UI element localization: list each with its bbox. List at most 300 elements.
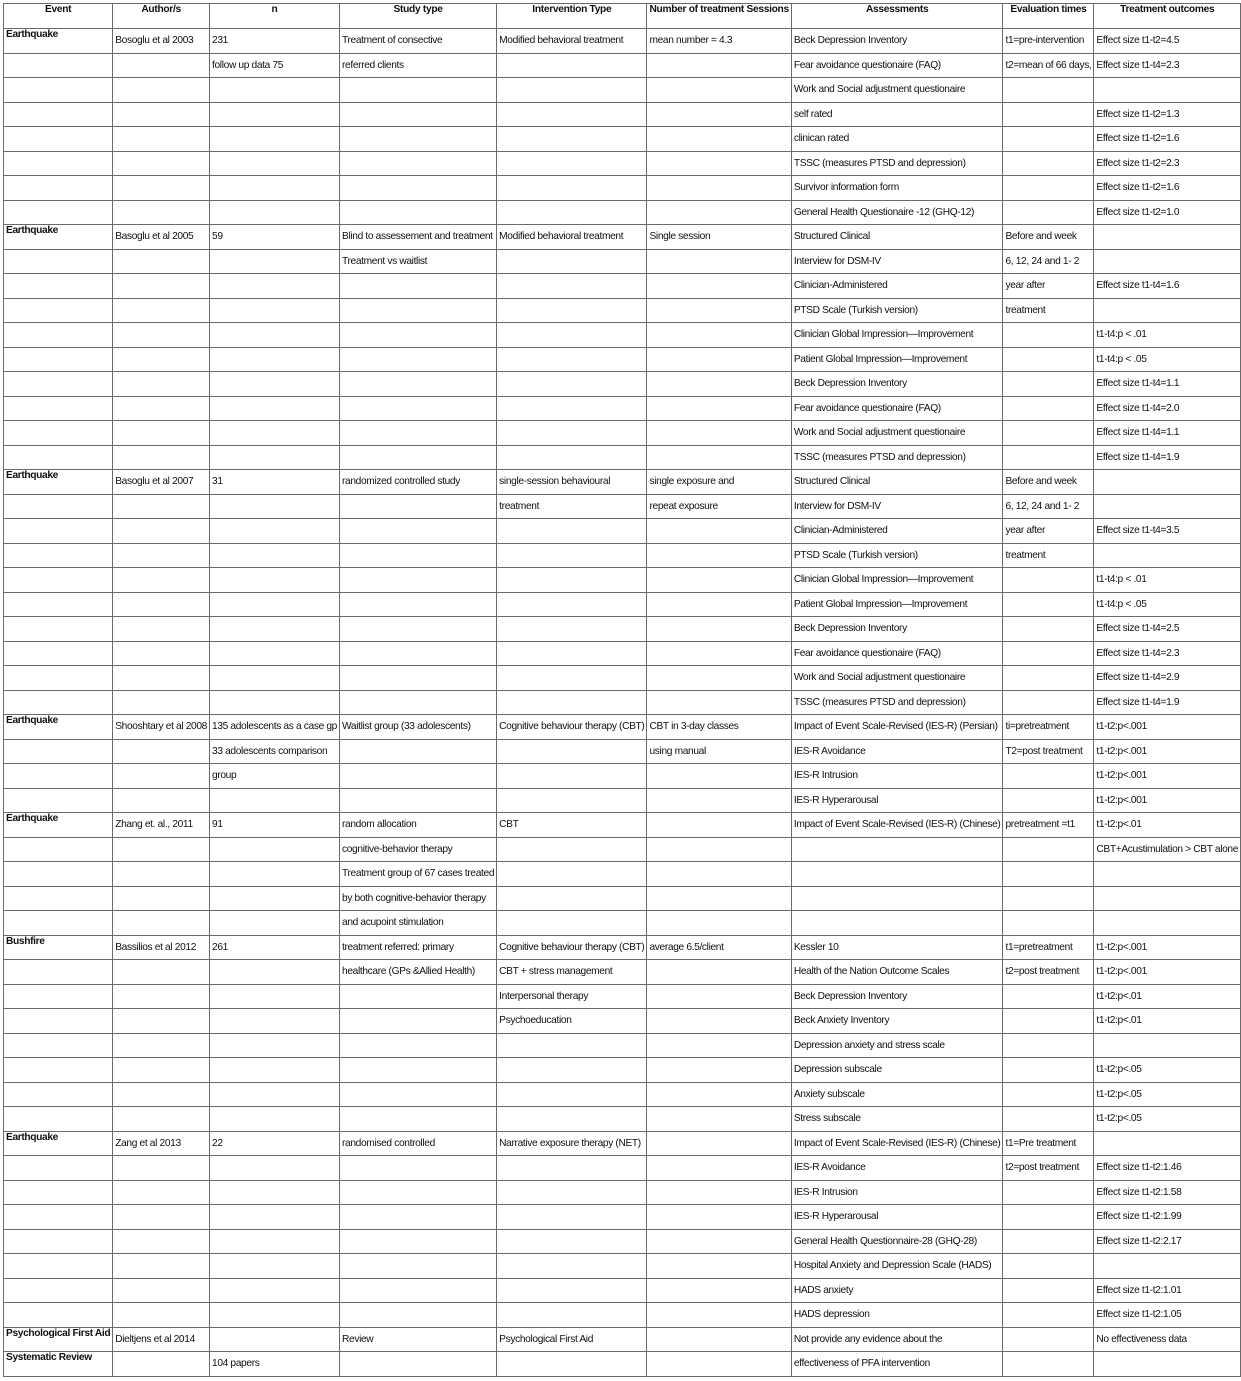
cell-intervention-type xyxy=(497,53,647,78)
cell-authors xyxy=(113,102,210,127)
cell-intervention-type: Psychological First Aid xyxy=(497,1327,647,1352)
cell-evaluation-time: t2=mean of 66 days, xyxy=(1003,53,1094,78)
cell-authors xyxy=(113,568,210,593)
cell-outcome: t1-t4:p < .01 xyxy=(1094,323,1241,348)
table-row xyxy=(4,176,1241,201)
cell-sessions xyxy=(647,249,791,274)
cell-n xyxy=(210,1009,340,1034)
cell-authors xyxy=(113,788,210,813)
cell-study-type xyxy=(340,617,497,642)
cell-intervention-type xyxy=(497,176,647,201)
cell-assessment: Not provide any evidence about the xyxy=(791,1327,1003,1352)
table-row xyxy=(4,715,1241,740)
cell-outcome: Effect size t1-t2:1.58 xyxy=(1094,1180,1241,1205)
cell-authors xyxy=(113,1058,210,1083)
cell-study-type xyxy=(340,274,497,299)
cell-event xyxy=(4,886,113,911)
table-row xyxy=(4,1303,1241,1328)
cell-outcome: Effect size t1-t4=2.0 xyxy=(1094,396,1241,421)
cell-evaluation-time: year after xyxy=(1003,274,1094,299)
cell-intervention-type: Cognitive behaviour therapy (CBT) xyxy=(497,715,647,740)
cell-sessions xyxy=(647,1107,791,1132)
cell-event xyxy=(4,1082,113,1107)
cell-outcome: Effect size t1-t2:1.99 xyxy=(1094,1205,1241,1230)
cell-study-type xyxy=(340,666,497,691)
cell-n xyxy=(210,372,340,397)
cell-sessions xyxy=(647,1082,791,1107)
cell-study-type xyxy=(340,1156,497,1181)
cell-authors: Dieltjens et al 2014 xyxy=(113,1327,210,1352)
cell-evaluation-time xyxy=(1003,102,1094,127)
cell-assessment: IES-R Avoidance xyxy=(791,739,1003,764)
cell-intervention-type xyxy=(497,911,647,936)
cell-authors xyxy=(113,396,210,421)
cell-sessions: Single session xyxy=(647,225,791,250)
cell-outcome: t1-t2:p<.001 xyxy=(1094,715,1241,740)
cell-authors xyxy=(113,127,210,152)
cell-evaluation-time xyxy=(1003,445,1094,470)
cell-sessions xyxy=(647,1205,791,1230)
cell-authors xyxy=(113,445,210,470)
table-row xyxy=(4,494,1241,519)
cell-evaluation-time xyxy=(1003,127,1094,152)
cell-n: 135 adolescents as a case gp xyxy=(210,715,340,740)
cell-event xyxy=(4,1107,113,1132)
cell-n: 33 adolescents comparison xyxy=(210,739,340,764)
table-row xyxy=(4,421,1241,446)
cell-outcome: Effect size t1-t4=1.9 xyxy=(1094,445,1241,470)
cell-sessions xyxy=(647,421,791,446)
cell-assessment: self rated xyxy=(791,102,1003,127)
cell-outcome: Effect size t1-t4=2.3 xyxy=(1094,53,1241,78)
cell-intervention-type xyxy=(497,837,647,862)
cell-outcome: Effect size t1-t2=1.3 xyxy=(1094,102,1241,127)
table-row xyxy=(4,1327,1241,1352)
cell-study-type: Treatment group of 67 cases treated xyxy=(340,862,497,887)
cell-n xyxy=(210,274,340,299)
cell-study-type xyxy=(340,494,497,519)
table-row xyxy=(4,813,1241,838)
table-row xyxy=(4,666,1241,691)
cell-authors xyxy=(113,886,210,911)
cell-study-type xyxy=(340,1058,497,1083)
cell-evaluation-time: treatment xyxy=(1003,543,1094,568)
cell-sessions xyxy=(647,1303,791,1328)
cell-study-type xyxy=(340,1033,497,1058)
cell-study-type xyxy=(340,323,497,348)
cell-study-type xyxy=(340,200,497,225)
table-row xyxy=(4,764,1241,789)
cell-intervention-type xyxy=(497,445,647,470)
cell-assessment: Anxiety subscale xyxy=(791,1082,1003,1107)
cell-sessions xyxy=(647,127,791,152)
cell-intervention-type xyxy=(497,1180,647,1205)
cell-outcome: No effectiveness data xyxy=(1094,1327,1241,1352)
cell-assessment xyxy=(791,886,1003,911)
cell-outcome: t1-t2:p<.001 xyxy=(1094,764,1241,789)
cell-event xyxy=(4,788,113,813)
cell-study-type xyxy=(340,568,497,593)
cell-outcome xyxy=(1094,543,1241,568)
cell-evaluation-time: Before and week xyxy=(1003,225,1094,250)
cell-study-type xyxy=(340,78,497,103)
cell-sessions xyxy=(647,1009,791,1034)
cell-outcome xyxy=(1094,911,1241,936)
cell-study-type: Treatment of consective xyxy=(340,29,497,54)
cell-sessions xyxy=(647,1131,791,1156)
cell-evaluation-time xyxy=(1003,764,1094,789)
cell-n xyxy=(210,396,340,421)
header-study-type: Study type xyxy=(340,4,497,29)
cell-study-type xyxy=(340,1107,497,1132)
cell-evaluation-time: 6, 12, 24 and 1- 2 xyxy=(1003,494,1094,519)
cell-assessment: Fear avoidance questionaire (FAQ) xyxy=(791,396,1003,421)
cell-n xyxy=(210,911,340,936)
cell-outcome: t1-t2:p<.05 xyxy=(1094,1058,1241,1083)
cell-event xyxy=(4,1058,113,1083)
cell-intervention-type xyxy=(497,666,647,691)
cell-outcome: Effect size t1-t2=1.6 xyxy=(1094,176,1241,201)
outcomes-table xyxy=(3,3,1241,1377)
cell-assessment: Patient Global Impression—Improvement xyxy=(791,347,1003,372)
cell-sessions xyxy=(647,1058,791,1083)
cell-evaluation-time xyxy=(1003,421,1094,446)
cell-authors xyxy=(113,200,210,225)
cell-n xyxy=(210,151,340,176)
cell-authors xyxy=(113,151,210,176)
table-row xyxy=(4,1278,1241,1303)
cell-outcome: t1-t2:p<.01 xyxy=(1094,1009,1241,1034)
cell-evaluation-time xyxy=(1003,1352,1094,1377)
cell-sessions xyxy=(647,176,791,201)
cell-authors xyxy=(113,1229,210,1254)
cell-evaluation-time xyxy=(1003,176,1094,201)
cell-evaluation-time xyxy=(1003,151,1094,176)
cell-authors xyxy=(113,1082,210,1107)
cell-evaluation-time xyxy=(1003,1107,1094,1132)
cell-evaluation-time: Before and week xyxy=(1003,470,1094,495)
cell-assessment: Work and Social adjustment questionaire xyxy=(791,78,1003,103)
cell-sessions: average 6.5/client xyxy=(647,935,791,960)
cell-study-type xyxy=(340,1278,497,1303)
cell-n: 104 papers xyxy=(210,1352,340,1377)
cell-sessions xyxy=(647,1327,791,1352)
cell-evaluation-time xyxy=(1003,641,1094,666)
cell-assessment xyxy=(791,911,1003,936)
cell-sessions: mean number = 4.3 xyxy=(647,29,791,54)
cell-event xyxy=(4,1303,113,1328)
cell-sessions xyxy=(647,102,791,127)
cell-assessment: IES-R Intrusion xyxy=(791,1180,1003,1205)
cell-study-type xyxy=(340,445,497,470)
cell-n xyxy=(210,960,340,985)
cell-evaluation-time xyxy=(1003,1058,1094,1083)
cell-authors xyxy=(113,53,210,78)
cell-intervention-type xyxy=(497,1205,647,1230)
table-row xyxy=(4,372,1241,397)
cell-intervention-type: Narrative exposure therapy (NET) xyxy=(497,1131,647,1156)
cell-sessions xyxy=(647,1033,791,1058)
cell-intervention-type: single-session behavioural xyxy=(497,470,647,495)
cell-outcome: Effect size t1-t4=1.1 xyxy=(1094,421,1241,446)
cell-n xyxy=(210,1058,340,1083)
cell-intervention-type: CBT + stress management xyxy=(497,960,647,985)
cell-intervention-type xyxy=(497,617,647,642)
cell-sessions xyxy=(647,372,791,397)
cell-evaluation-time: t2=post treatment xyxy=(1003,960,1094,985)
cell-event xyxy=(4,837,113,862)
cell-authors: Zhang et. al., 2011 xyxy=(113,813,210,838)
cell-authors xyxy=(113,666,210,691)
cell-authors xyxy=(113,592,210,617)
cell-event xyxy=(4,421,113,446)
cell-evaluation-time xyxy=(1003,690,1094,715)
cell-event: Earthquake xyxy=(4,29,113,54)
cell-n: 31 xyxy=(210,470,340,495)
cell-evaluation-time xyxy=(1003,200,1094,225)
cell-event xyxy=(4,372,113,397)
table-body xyxy=(4,29,1241,1377)
cell-sessions xyxy=(647,837,791,862)
cell-evaluation-time xyxy=(1003,837,1094,862)
cell-outcome: t1-t2:p<.01 xyxy=(1094,813,1241,838)
cell-authors xyxy=(113,1107,210,1132)
cell-outcome xyxy=(1094,298,1241,323)
cell-intervention-type xyxy=(497,151,647,176)
cell-assessment: Clinician-Administered xyxy=(791,274,1003,299)
cell-assessment: PTSD Scale (Turkish version) xyxy=(791,543,1003,568)
cell-study-type xyxy=(340,519,497,544)
cell-outcome: Effect size t1-t2:1.05 xyxy=(1094,1303,1241,1328)
cell-sessions xyxy=(647,666,791,691)
cell-n xyxy=(210,592,340,617)
cell-intervention-type xyxy=(497,249,647,274)
cell-authors: Basoglu et al 2005 xyxy=(113,225,210,250)
cell-assessment: Survivor information form xyxy=(791,176,1003,201)
cell-study-type xyxy=(340,690,497,715)
cell-study-type xyxy=(340,176,497,201)
cell-event xyxy=(4,176,113,201)
cell-study-type xyxy=(340,372,497,397)
cell-n xyxy=(210,1082,340,1107)
cell-n: group xyxy=(210,764,340,789)
cell-study-type xyxy=(340,543,497,568)
cell-n xyxy=(210,617,340,642)
cell-authors xyxy=(113,298,210,323)
cell-event xyxy=(4,1205,113,1230)
cell-sessions xyxy=(647,886,791,911)
cell-event xyxy=(4,1156,113,1181)
cell-assessment: TSSC (measures PTSD and depression) xyxy=(791,690,1003,715)
cell-event xyxy=(4,1278,113,1303)
cell-n xyxy=(210,1327,340,1352)
cell-authors xyxy=(113,617,210,642)
table-row xyxy=(4,1033,1241,1058)
cell-study-type: randomized controlled study xyxy=(340,470,497,495)
cell-study-type: cognitive-behavior therapy xyxy=(340,837,497,862)
table-row xyxy=(4,78,1241,103)
cell-outcome xyxy=(1094,249,1241,274)
cell-event xyxy=(4,494,113,519)
table-row xyxy=(4,1352,1241,1377)
cell-study-type xyxy=(340,592,497,617)
table-row xyxy=(4,1082,1241,1107)
table-row xyxy=(4,1107,1241,1132)
cell-n xyxy=(210,127,340,152)
cell-authors xyxy=(113,690,210,715)
cell-intervention-type xyxy=(497,690,647,715)
header-assessments: Assessments xyxy=(791,4,1003,29)
table-row xyxy=(4,1254,1241,1279)
cell-intervention-type: Modified behavioral treatment xyxy=(497,29,647,54)
table-row xyxy=(4,151,1241,176)
cell-authors xyxy=(113,176,210,201)
cell-n xyxy=(210,788,340,813)
cell-assessment: Impact of Event Scale-Revised (IES-R) (Chinese) xyxy=(791,1131,1003,1156)
cell-authors xyxy=(113,421,210,446)
cell-study-type xyxy=(340,764,497,789)
cell-evaluation-time xyxy=(1003,592,1094,617)
cell-assessment: Fear avoidance questionaire (FAQ) xyxy=(791,641,1003,666)
cell-assessment: Beck Depression Inventory xyxy=(791,29,1003,54)
cell-n xyxy=(210,1254,340,1279)
cell-evaluation-time: treatment xyxy=(1003,298,1094,323)
cell-assessment: Clinician-Administered xyxy=(791,519,1003,544)
cell-study-type: treatment referred: primary xyxy=(340,935,497,960)
cell-intervention-type xyxy=(497,641,647,666)
cell-evaluation-time xyxy=(1003,1205,1094,1230)
cell-authors xyxy=(113,274,210,299)
cell-event xyxy=(4,960,113,985)
cell-evaluation-time xyxy=(1003,862,1094,887)
cell-assessment: Clinician Global Impression—Improvement xyxy=(791,568,1003,593)
cell-study-type: referred clients xyxy=(340,53,497,78)
table-row xyxy=(4,1205,1241,1230)
cell-n xyxy=(210,249,340,274)
cell-n xyxy=(210,1156,340,1181)
cell-outcome: t1-t2:p<.001 xyxy=(1094,739,1241,764)
cell-sessions xyxy=(647,543,791,568)
cell-intervention-type xyxy=(497,568,647,593)
cell-event: Earthquake xyxy=(4,813,113,838)
cell-evaluation-time xyxy=(1003,1082,1094,1107)
cell-evaluation-time xyxy=(1003,788,1094,813)
cell-outcome: Effect size t1-t2=4.5 xyxy=(1094,29,1241,54)
cell-intervention-type xyxy=(497,862,647,887)
cell-intervention-type xyxy=(497,274,647,299)
cell-evaluation-time: ti=pretreatment xyxy=(1003,715,1094,740)
cell-outcome xyxy=(1094,494,1241,519)
cell-outcome: t1-t2:p<.001 xyxy=(1094,788,1241,813)
cell-authors: Zang et al 2013 xyxy=(113,1131,210,1156)
cell-authors: Shooshtary et al 2008 xyxy=(113,715,210,740)
cell-assessment: Kessler 10 xyxy=(791,935,1003,960)
cell-study-type xyxy=(340,1205,497,1230)
cell-outcome: Effect size t1-t4=1.1 xyxy=(1094,372,1241,397)
cell-event xyxy=(4,568,113,593)
table-row xyxy=(4,53,1241,78)
cell-event xyxy=(4,617,113,642)
cell-authors xyxy=(113,911,210,936)
cell-outcome: Effect size t1-t2=2.3 xyxy=(1094,151,1241,176)
cell-event xyxy=(4,127,113,152)
header-row xyxy=(4,4,1241,29)
cell-event xyxy=(4,984,113,1009)
table-row xyxy=(4,543,1241,568)
cell-outcome xyxy=(1094,1254,1241,1279)
cell-sessions xyxy=(647,984,791,1009)
cell-assessment: Work and Social adjustment questionaire xyxy=(791,421,1003,446)
cell-n xyxy=(210,1107,340,1132)
cell-study-type xyxy=(340,1303,497,1328)
cell-event xyxy=(4,592,113,617)
cell-sessions xyxy=(647,519,791,544)
cell-sessions xyxy=(647,1352,791,1377)
cell-event xyxy=(4,690,113,715)
cell-evaluation-time xyxy=(1003,568,1094,593)
cell-authors xyxy=(113,1180,210,1205)
cell-intervention-type: treatment xyxy=(497,494,647,519)
cell-evaluation-time xyxy=(1003,1303,1094,1328)
cell-study-type xyxy=(340,421,497,446)
cell-study-type: healthcare (GPs &Allied Health) xyxy=(340,960,497,985)
cell-n xyxy=(210,445,340,470)
cell-assessment: General Health Questionaire -12 (GHQ-12) xyxy=(791,200,1003,225)
cell-assessment: Hospital Anxiety and Depression Scale (HADS) xyxy=(791,1254,1003,1279)
table-row xyxy=(4,298,1241,323)
cell-outcome: t1-t2:p<.01 xyxy=(1094,984,1241,1009)
cell-authors: Bosoglu et al 2003 xyxy=(113,29,210,54)
cell-event xyxy=(4,78,113,103)
cell-intervention-type: Modified behavioral treatment xyxy=(497,225,647,250)
table-row xyxy=(4,1156,1241,1181)
cell-event xyxy=(4,764,113,789)
table-row xyxy=(4,225,1241,250)
cell-sessions: single exposure and xyxy=(647,470,791,495)
table-row xyxy=(4,568,1241,593)
cell-study-type xyxy=(340,1082,497,1107)
table-row xyxy=(4,323,1241,348)
cell-n xyxy=(210,1180,340,1205)
cell-outcome xyxy=(1094,470,1241,495)
cell-authors xyxy=(113,494,210,519)
header-intervention-type: Intervention Type xyxy=(497,4,647,29)
cell-intervention-type xyxy=(497,1352,647,1377)
cell-assessment: Stress subscale xyxy=(791,1107,1003,1132)
cell-outcome: t1-t2:p<.05 xyxy=(1094,1107,1241,1132)
cell-study-type xyxy=(340,127,497,152)
cell-intervention-type xyxy=(497,347,647,372)
cell-evaluation-time: pretreatment =t1 xyxy=(1003,813,1094,838)
cell-sessions xyxy=(647,862,791,887)
cell-study-type xyxy=(340,1180,497,1205)
cell-assessment: General Health Questionnaire-28 (GHQ-28) xyxy=(791,1229,1003,1254)
cell-outcome: Effect size t1-t2=1.0 xyxy=(1094,200,1241,225)
cell-intervention-type: Cognitive behaviour therapy (CBT) xyxy=(497,935,647,960)
cell-intervention-type xyxy=(497,1107,647,1132)
cell-event xyxy=(4,739,113,764)
header-authors: Author/s xyxy=(113,4,210,29)
table-row xyxy=(4,347,1241,372)
cell-sessions: using manual xyxy=(647,739,791,764)
cell-event xyxy=(4,249,113,274)
cell-sessions xyxy=(647,323,791,348)
cell-assessment: IES-R Intrusion xyxy=(791,764,1003,789)
cell-event: Bushfire xyxy=(4,935,113,960)
cell-event xyxy=(4,323,113,348)
header-n: n xyxy=(210,4,340,29)
cell-n xyxy=(210,690,340,715)
